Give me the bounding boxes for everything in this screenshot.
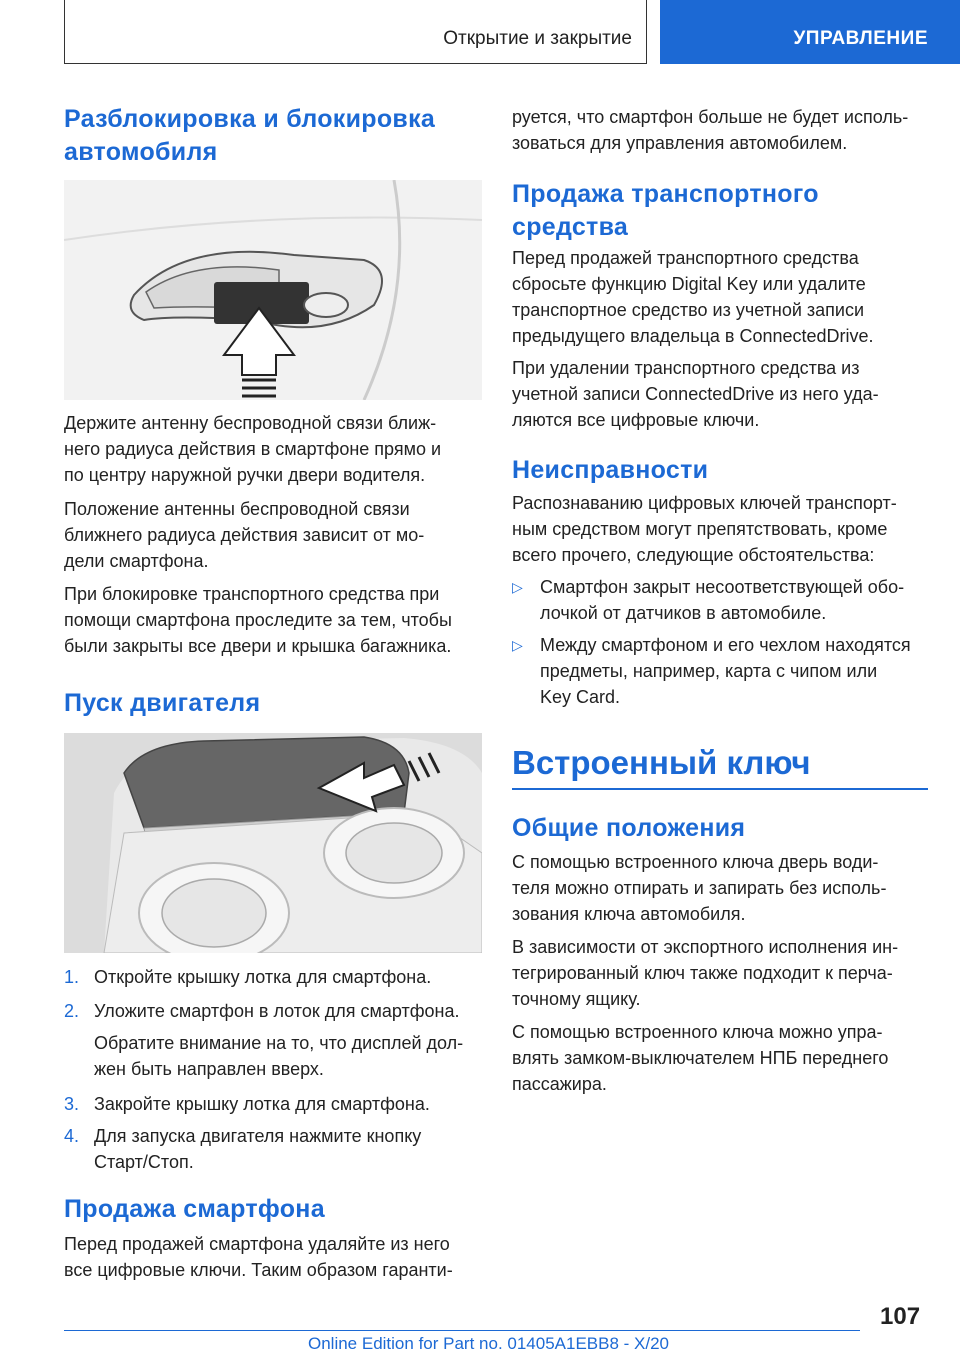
door-handle-illustration [64, 180, 482, 400]
triangle-bullet-icon: ▷ [512, 637, 523, 653]
footer-edition: Online Edition for Part no. 01405A1EBB8 - X/20 [308, 1334, 670, 1353]
heading-unlock-lock: Разблокировка и блокировка автомобиля [64, 105, 436, 166]
heading-faults: Неисправности [512, 456, 709, 484]
paragraph-sell-vehicle-reset: Перед продажей транспортного средства сбросьте функцию Digital Key или удалите транспортное средство из учетной записи предыдущего владельца в ConnectedDrive. [512, 248, 874, 346]
header-section-box [64, 0, 647, 64]
list-item: 2. Уложите смартфон в лоток для смартфона. [64, 1001, 460, 1021]
header-chapter-title: УПРАВЛЕНИЕ [793, 28, 928, 49]
paragraph-sell-phone: Перед продажей смартфона удаляйте из него все цифровые ключи. Таким образом гаранти- [64, 1234, 453, 1280]
paragraph-antenna-model: Положение антенны беспроводной связи ближнего радиуса действия зависит от мо- дели смартфона. [64, 499, 425, 571]
list-item-note: Обратите внимание на то, что дисплей дол- жен быть направлен вверх. [94, 1033, 464, 1079]
list-item: 1. Откройте крышку лотка для смартфона. [64, 967, 432, 987]
list-item: ▷ Смартфон закрыт несоответствующей обо- лочкой от датчиков в автомобиле. [512, 574, 930, 626]
triangle-bullet-icon: ▷ [512, 579, 523, 595]
heading-builtin-key: Встроенный ключ [512, 744, 811, 781]
header-chapter-tab [660, 0, 960, 64]
paragraph-antenna-position: Держите антенну беспроводной связи ближ- него радиуса действия в смартфоне прямо и по центру наружной ручки двери водителя. [64, 413, 442, 485]
list-item: 3. Закройте крышку лотка для смартфона. [64, 1094, 430, 1114]
phone-tray-illustration [64, 733, 482, 953]
heading-sell-vehicle: Продажа транспортного средства [512, 180, 819, 241]
paragraph-faults: Распознаванию цифровых ключей транспорт- ным средством могут препятствовать, кроме всего прочего, следующие обстоятельства: [512, 493, 897, 565]
paragraph-locking-check: При блокировке транспортного средства при помощи смартфона проследите за тем, чтобы были закрыты все двери и крышка багажника. [64, 584, 452, 656]
list-item: ▷ Между смартфоном и его чехлом находятся предметы, например, карта с чипом или Key Card. [512, 632, 930, 710]
paragraph-general-glovebox: В зависимости от экспортного исполнения ин- тегрированный ключ также подходит к перча- точному ящику. [512, 937, 899, 1009]
page-number: 107 [880, 1303, 921, 1330]
paragraph-sell-vehicle-delete: При удалении транспортного средства из учетной записи ConnectedDrive из него уда- ляются все цифровые ключи. [512, 358, 879, 430]
header-section-title: Открытие и закрытие [443, 28, 632, 49]
paragraph-general-door: С помощью встроенного ключа дверь води- теля можно отпирать и запирать без исполь- зования ключа автомобиля. [512, 852, 887, 924]
footer-divider [64, 1330, 860, 1331]
section-divider [512, 788, 928, 790]
heading-engine-start: Пуск двигателя [64, 689, 261, 717]
list-item: 4. Для запуска двигателя нажмите кнопку Старт/Стоп. [64, 1126, 422, 1172]
heading-sell-phone: Продажа смартфона [64, 1195, 325, 1223]
paragraph-general-airbag: С помощью встроенного ключа можно упра- влять замком-выключателем НПБ переднего пассажира. [512, 1022, 889, 1094]
heading-general: Общие положения [512, 814, 746, 842]
paragraph-continuation: руется, что смартфон больше не будет исполь- зоваться для управления автомобилем. [512, 107, 909, 153]
